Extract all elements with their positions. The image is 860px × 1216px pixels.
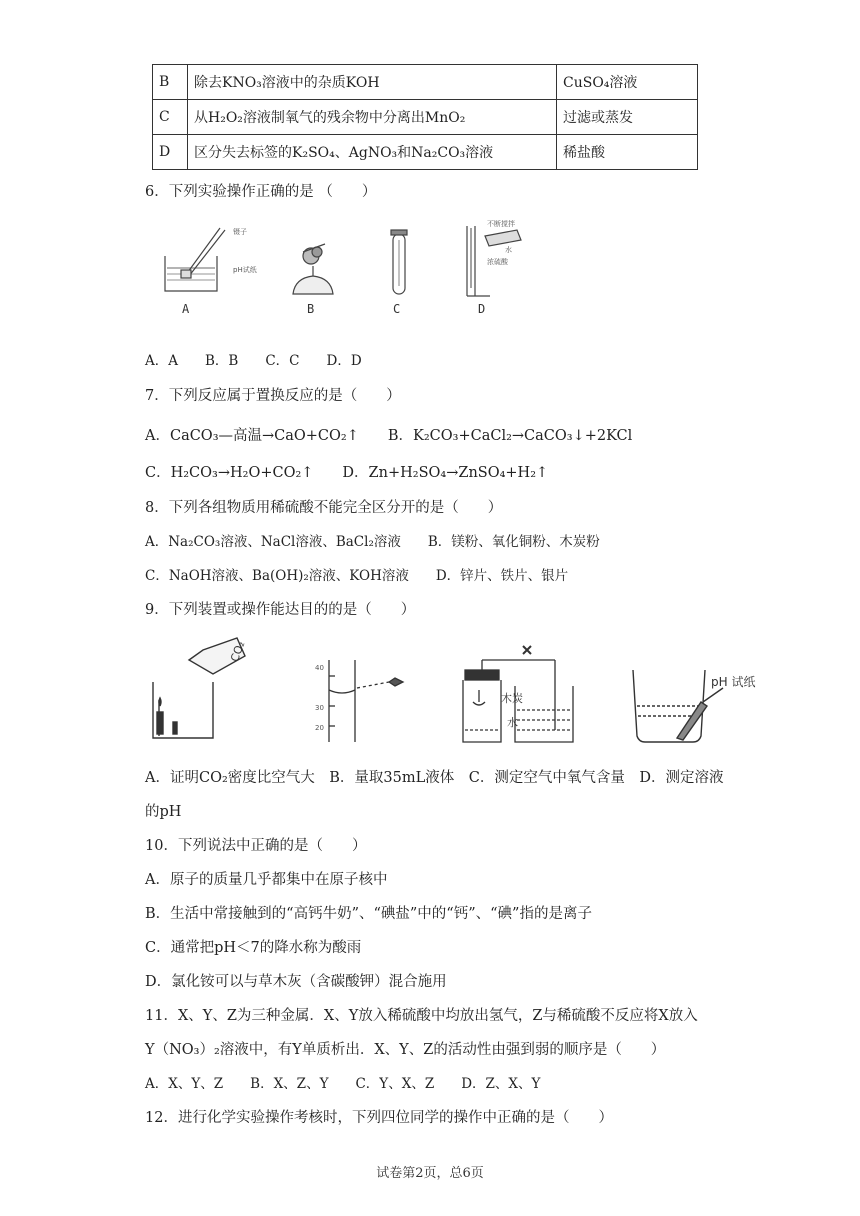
fig9-a-co2-label: CO₂ [228,639,248,664]
row-description: 从H₂O₂溶液制氧气的残余物中分离出MnO₂ [188,100,557,135]
q11-stem-line2: Y（NO₃）₂溶液中，有Y单质析出．X、Y、Z的活动性由强到弱的顺序是（ ） [145,1042,666,1058]
fig-a-beaker-tweezers [165,228,225,291]
fig-a-label-ph: pH试纸 [233,266,257,274]
fig-d-label-water: 水 [505,246,512,254]
row-description: 除去KNO₃溶液中的杂质KOH [188,65,557,100]
fig-b-alcohol-lamp [293,244,333,294]
q10-option-c: C．通常把pH＜7的降水称为酸雨 [145,940,362,956]
page-footer: 试卷第2页，总6页 [376,1166,484,1181]
q6-figure-label-b: B [307,302,315,316]
q6-figure-label-a: A [182,302,190,316]
fig9-b-tick-40: 40 [315,664,324,672]
q6-options: A．A B．B C．C D．D [145,353,362,369]
row-letter: C [153,100,188,135]
fig-d-label-acid: 浓硫酸 [487,258,508,266]
fig-d-label-stir: 不断搅拌 [487,220,515,228]
table-row [153,65,698,100]
q8-options-cd: C．NaOH溶液、Ba(OH)₂溶液、KOH溶液 D．锌片、铁片、银片 [145,568,569,584]
q9-options-line2: 的pH [145,804,182,820]
q8-options-ab: A．Na₂CO₃溶液、NaCl溶液、BaCl₂溶液 B．镁粉、氧化铜粉、木炭粉 [145,534,600,550]
q8-stem: 8．下列各组物质用稀硫酸不能完全区分开的是（ ） [145,500,503,516]
row-letter: B [153,65,188,100]
fig9-b-cylinder [329,660,403,742]
table-row [153,100,698,135]
q12-stem: 12．进行化学实验操作考核时，下列四位同学的操作中正确的是（ ） [145,1110,613,1126]
row-method: CuSO₄溶液 [557,65,698,100]
fig9-b-tick-30: 30 [315,704,324,712]
q6-figure-label-d: D [478,302,486,316]
q6-figure-label-c: C [393,302,401,316]
fig9-c-carbon-label: 木炭 [501,692,523,705]
q11-stem-line1: 11．X、Y、Z为三种金属．X、Y放入稀硫酸中均放出氢气，Z与稀硫酸不反应将X放入 [145,1008,698,1024]
q6-stem: 6．下列实验操作正确的是 （ ） [145,184,377,200]
table-row [153,135,698,170]
fig9-b-tick-20: 20 [315,724,324,732]
row-method: 稀盐酸 [557,135,698,170]
q9-figure [145,630,795,748]
fig9-d-ph-label: pH 试纸 [711,675,756,689]
fig9-d-beaker-ph [633,670,723,742]
fig9-c-water-label: 水 [507,716,518,729]
q9-options-line1: A．证明CO₂密度比空气大 B．量取35mL液体 C．测定空气中氧气含量 D．测定溶液 [145,770,724,786]
fig-c-test-tube [391,230,407,294]
row-description: 区分失去标签的K₂SO₄、AgNO₃和Na₂CO₃溶液 [188,135,557,170]
q9-stem: 9．下列装置或操作能达目的的是（ ） [145,602,416,618]
q7-options-ab: A．CaCO₃—高温→CaO+CO₂↑ B．K₂CO₃+CaCl₂→CaCO₃↓+2KCl [145,428,633,444]
fig-a-label-tweezers: 镊子 [233,228,247,236]
q7-options-cd: C．H₂CO₃→H₂O+CO₂↑ D．Zn+H₂SO₄→ZnSO₄+H₂↑ [145,465,549,481]
q10-stem: 10．下列说法中正确的是（ ） [145,838,367,854]
row-letter: D [153,135,188,170]
q10-option-d: D．氯化铵可以与草木灰（含碳酸钾）混合施用 [145,974,447,990]
q11-options: A．X、Y、Z B．X、Z、Y C．Y、X、Z D．Z、X、Y [145,1076,541,1092]
row-method: 过滤或蒸发 [557,100,698,135]
q10-option-b: B．生活中常接触到的“高钙牛奶”、“碘盐”中的“钙”、“碘”指的是离子 [145,906,592,922]
q10-option-a: A．原子的质量几乎都集中在原子核中 [145,872,388,888]
q7-stem: 7．下列反应属于置换反应的是（ ） [145,388,401,404]
options-table [152,64,698,170]
